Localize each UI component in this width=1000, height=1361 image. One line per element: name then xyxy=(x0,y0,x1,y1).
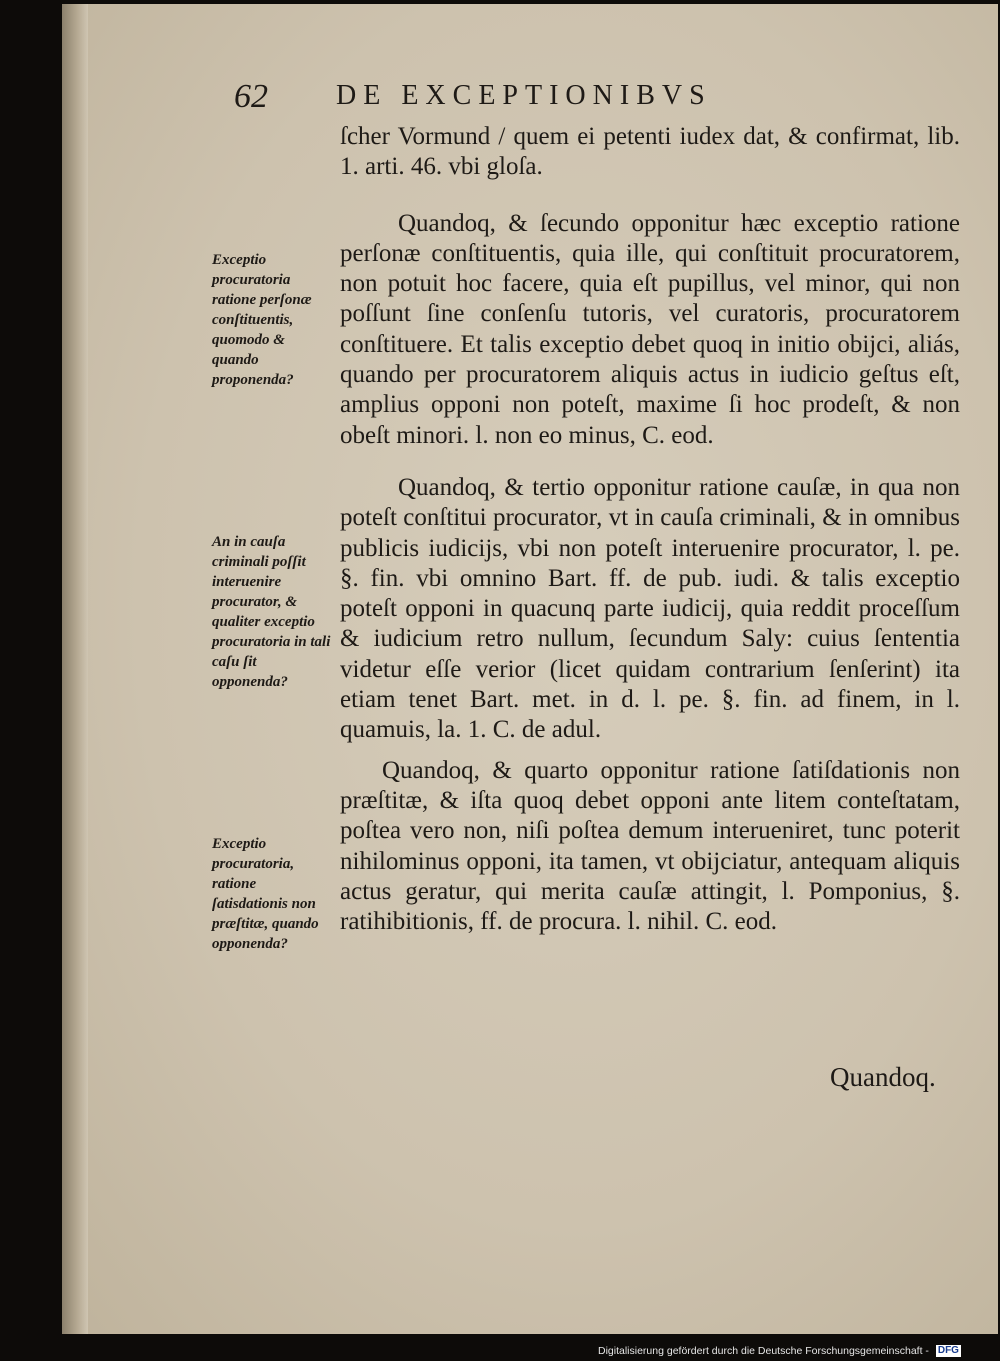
paragraph-tertio: Quandoq, & tertio opponitur ratione cauſæ, in qua non poteſt conſtitui procurator, vt in cauſa criminali, & in omnibus publicis iudicijs, vbi non poteſt interuenire procurator, l. pe. §. fin. vbi omnino Bart. ff. de pub. iudi. & talis exceptio poteſt opponi in quacunq parte iudicij, quia reddit proceſſum & iudicium retro nullum, ſecundum Saly: cuius ſententia videtur eſſe verior (licet quidam contrarium ſenſerint) ita etiam tenet Bart. met. in d. l. pe. §. fin. ad finem, in l. quamuis, la. 1. C. de adul. xyxy=(340,473,960,744)
footer-text: Digitalisierung gefördert durch die Deutsche Forschungsgemeinschaft - xyxy=(598,1345,929,1357)
page-gutter-shadow xyxy=(62,4,88,1334)
page-number: 62 xyxy=(234,78,268,115)
running-title: DE EXCEPTIONIBVS xyxy=(336,80,712,111)
margin-note-causa-criminalis: An in cauſa criminali poſſit interuenire procurator, & qualiter exceptio procuratoria in tali caſu ſit opponenda? xyxy=(212,534,331,690)
main-text xyxy=(340,122,960,937)
catchword: Quandoq. xyxy=(830,1062,936,1092)
margin-note-persona: Exceptio procuratoria ratione perſonæ conſtituentis, quomodo & quando proponenda? xyxy=(212,252,312,388)
page-header xyxy=(228,78,868,118)
paragraph-secundo: Quandoq, & ſecundo opponitur hæc exceptio ratione perſonæ conſtituentis, quia ille, qui conſtituit procuratorem, non potuit hoc facere, quia eſt pupillus, vel minor, qui non poſſunt ſine conſenſu tutoris, vel curatoris, procuratorem conſtituere. Et talis exceptio debet quoq in initio obijci, aliás, quando per procuratorem aliquis actus in iudicio geſtus eſt, amplius opponi non poteſt, maxime ſi hoc prodeſt, & non obeſt minori. l. non eo minus, C. eod. xyxy=(340,209,960,449)
margin-note-satisdatio: Exceptio procuratoria, ratione ſatisdationis non præſtitæ, quando opponenda? xyxy=(212,836,319,952)
digitization-footer xyxy=(598,1345,961,1357)
dfg-logo-icon: DFG xyxy=(937,1345,959,1357)
paragraph-continuation: ſcher Vormund / quem ei petenti iudex dat, & confirmat, lib. 1. arti. 46. vbi gloſa. xyxy=(340,123,960,181)
paragraph-quarto: Quandoq, & quarto opponitur ratione ſatiſdationis non præſtitæ, & iſta quoq debet opponi ante litem conteſtatam, poſtea vero non, niſi poſtea demum interueniret, tunc poterit nihilominus opponi, ita tamen, vt obijciatur, antequam aliquis actus geratur, qui merita cauſæ attingit, l. Pomponius, §. ratihibitionis, ff. de procura. l. nihil. C. eod. xyxy=(340,756,960,936)
